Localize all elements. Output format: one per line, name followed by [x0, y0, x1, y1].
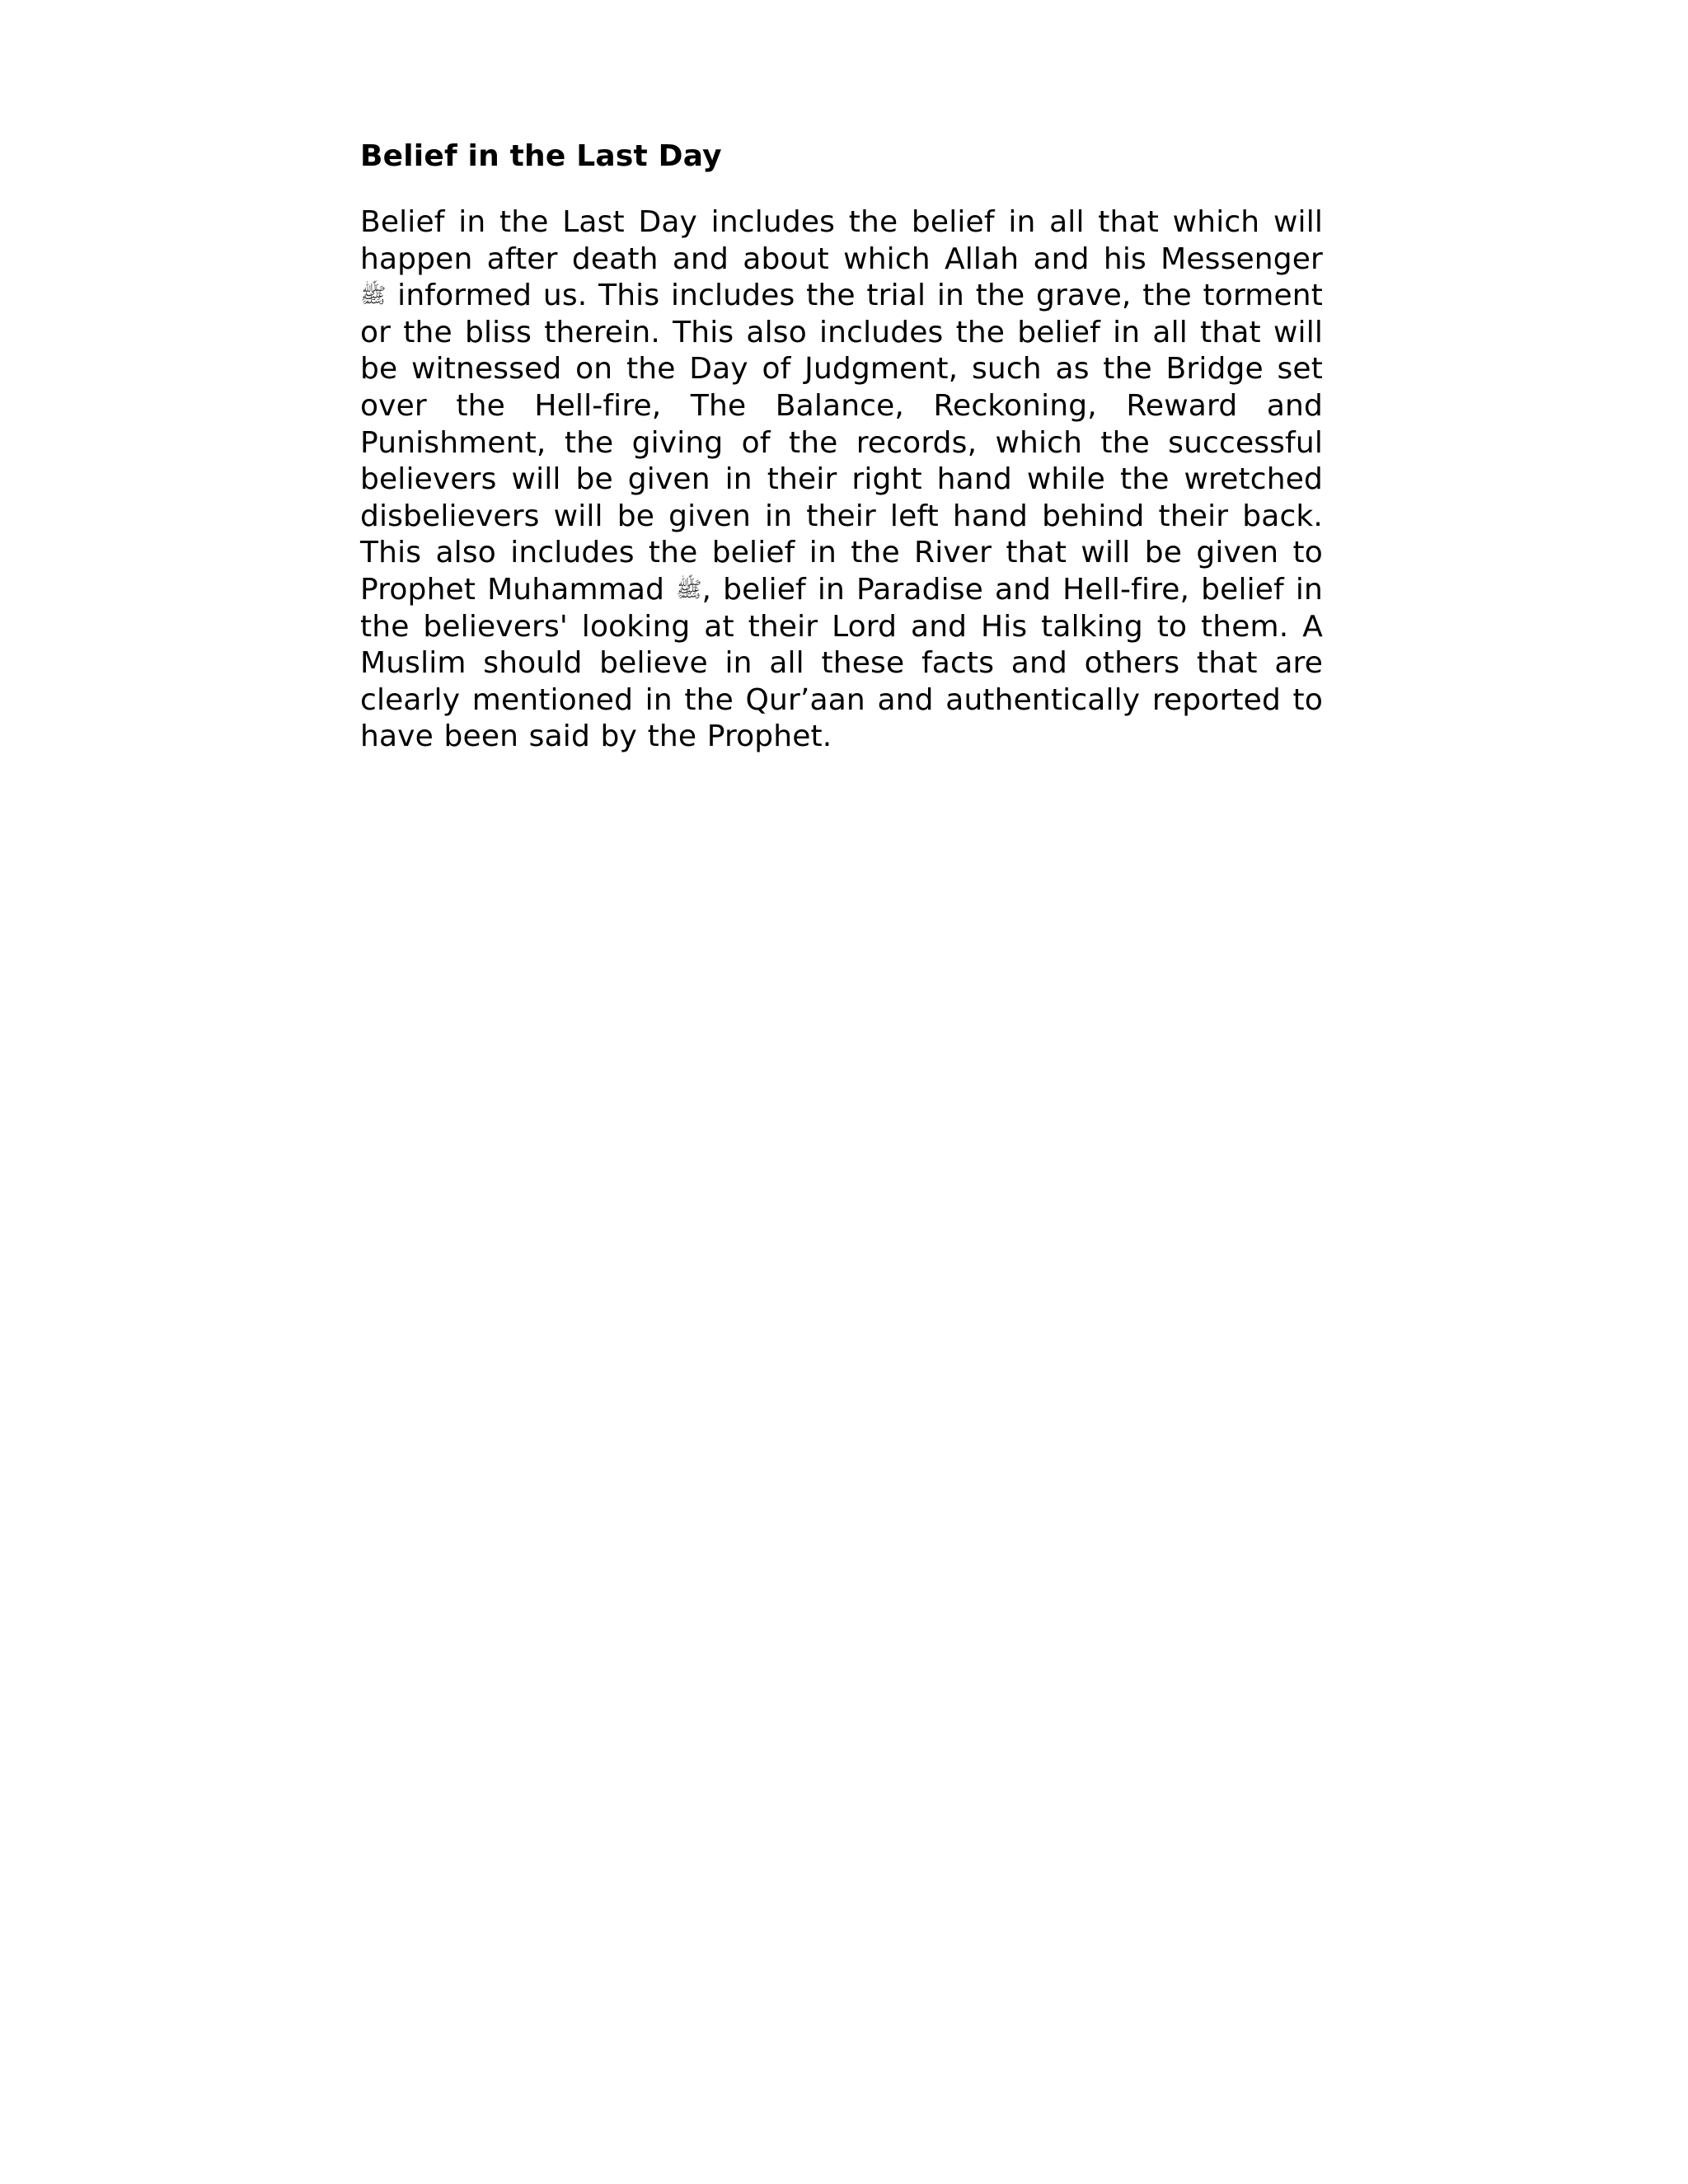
salutation-icon: ﷺ: [360, 284, 387, 309]
paragraph-text-part-3: , belief in Paradise and Hell-fire, belief in the believers' looking at their Lord and His talking to them. A Muslim should believe in all these facts and others that are clearly mentioned in the Qur’aan and authentically reported to have been said by the Prophet.: [360, 572, 1324, 754]
salutation-icon: ﷺ: [676, 577, 702, 602]
paragraph-text-part-2: informed us. This includes the trial in the grave, the torment or the bliss therein. This also includes the belief in all that will be witnessed on the Day of Judgment, such as the Bridge set over the Hell-fire, The Balance, Reckoning, Reward and Punishment, the giving of the records, which the successful believers will be given in their right hand while the wretched disbelievers will be given in their left hand behind their back. This also includes the belief in the River that will be given to Prophet Muhammad: [360, 279, 1324, 607]
page-title: Belief in the Last Day: [360, 139, 722, 173]
page-content: [360, 134, 1323, 756]
paragraph-text-part-1: Belief in the Last Day includes the belief in all that which will happen after death and about which Allah and his Messenger: [360, 205, 1323, 276]
body-paragraph: [360, 204, 1323, 756]
